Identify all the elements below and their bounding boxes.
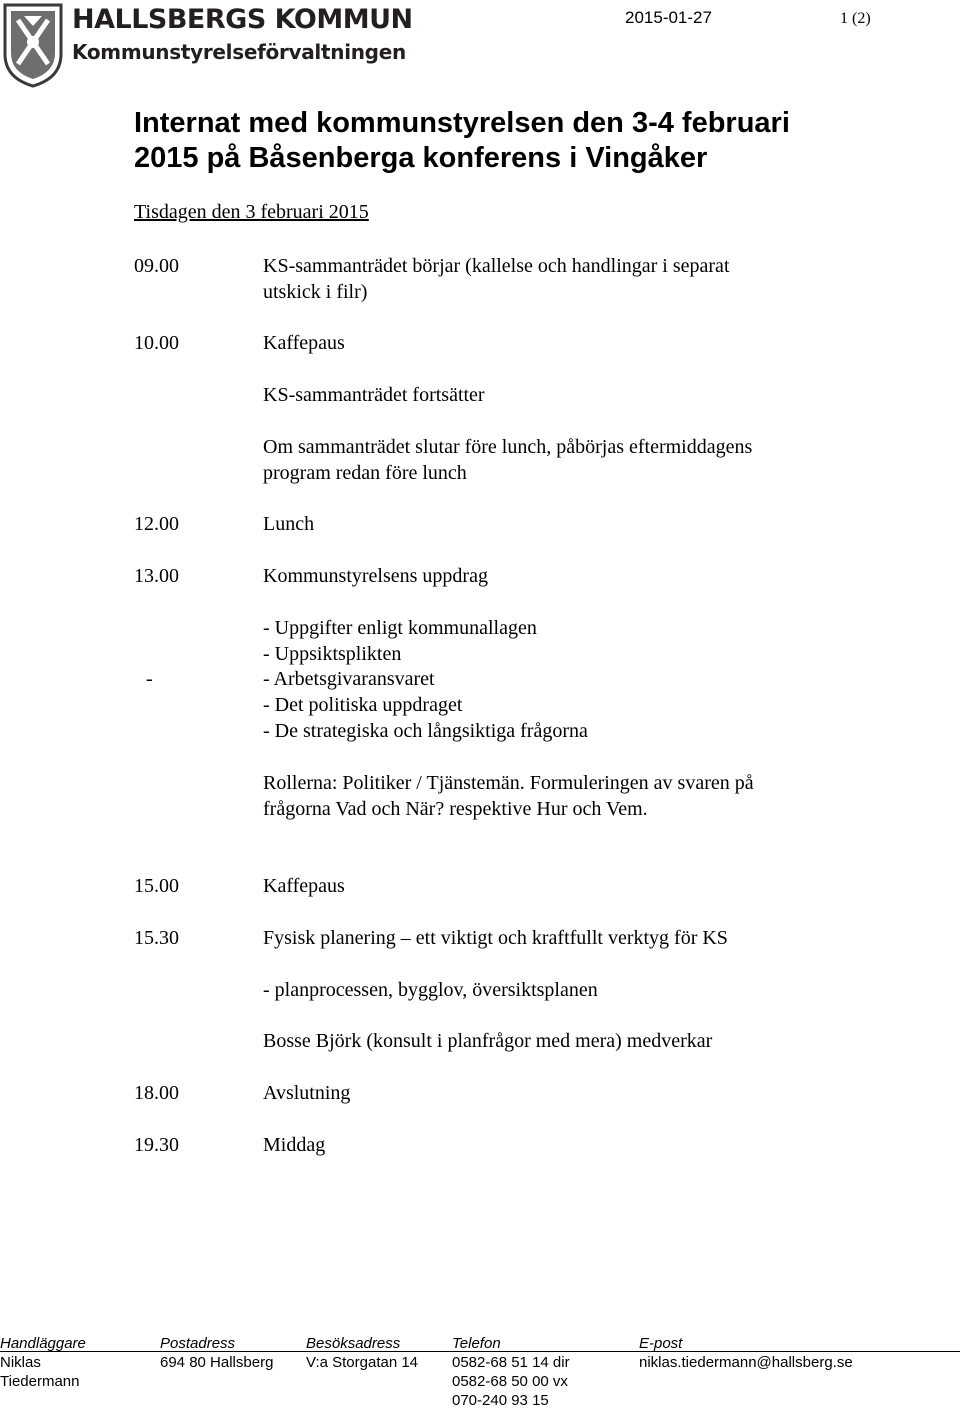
- org-name: HALLSBERGS KOMMUN: [72, 4, 413, 35]
- footer-value: Tiedermann: [0, 1373, 80, 1390]
- schedule-time: 09.00: [134, 255, 179, 277]
- footer-divider: [0, 1351, 960, 1352]
- schedule-text: Bosse Björk (konsult i planfrågor med mera) medverkar: [263, 1030, 713, 1052]
- page-number: 1 (2): [840, 10, 871, 27]
- list-item: - Det politiska uppdraget: [263, 694, 463, 716]
- schedule-time: 13.00: [134, 565, 179, 587]
- footer-header: Besöksadress: [306, 1335, 401, 1352]
- schedule-time: 15.30: [134, 927, 179, 949]
- list-item: - De strategiska och långsiktiga frågorna: [263, 720, 588, 742]
- municipality-logo: [0, 0, 413, 90]
- schedule-time: 15.00: [134, 875, 179, 897]
- footer-header: E-post: [639, 1335, 683, 1352]
- schedule-text: Om sammanträdet slutar före lunch, påbörjas eftermiddagens: [263, 436, 753, 458]
- schedule-text: Lunch: [263, 513, 315, 535]
- document-date: 2015-01-27: [625, 8, 712, 27]
- schedule-text: - planprocessen, bygglov, översiktsplanen: [263, 979, 598, 1001]
- title-line: 2015 på Båsenberga konferens i Vingåker: [134, 142, 708, 174]
- schedule-text: Avslutning: [263, 1082, 351, 1104]
- footer-email[interactable]: niklas.tiedermann@hallsberg.se: [639, 1354, 853, 1371]
- schedule-text: Fysisk planering – ett viktigt och kraftfullt verktyg för KS: [263, 927, 728, 949]
- schedule-time: 19.30: [134, 1134, 179, 1156]
- schedule-text: Kaffepaus: [263, 332, 345, 354]
- schedule-text: Middag: [263, 1134, 326, 1156]
- list-dash: -: [146, 668, 153, 690]
- schedule-text: KS-sammanträdet börjar (kallelse och handlingar i separat: [263, 255, 730, 277]
- schedule-time: 12.00: [134, 513, 179, 535]
- list-item: - Uppsiktsplikten: [263, 643, 402, 665]
- footer-header: Telefon: [452, 1335, 501, 1352]
- footer-value: V:a Storgatan 14: [306, 1354, 419, 1371]
- schedule-time: 18.00: [134, 1082, 179, 1104]
- schedule-text: Kaffepaus: [263, 875, 345, 897]
- schedule-text: Kommunstyrelsens uppdrag: [263, 565, 488, 587]
- title-line: Internat med kommunstyrelsen den 3-4 februari: [134, 107, 790, 139]
- list-item: - Arbetsgivaransvaret: [263, 668, 435, 690]
- footer-value: 070-240 93 15: [452, 1392, 549, 1409]
- footer-header: Postadress: [160, 1335, 236, 1352]
- org-department: Kommunstyrelseförvaltningen: [72, 40, 406, 64]
- document-title: [134, 106, 894, 176]
- schedule-text: program redan före lunch: [263, 462, 467, 484]
- footer-value: Niklas: [0, 1354, 41, 1371]
- schedule-text: Rollerna: Politiker / Tjänstemän. Formuleringen av svaren på: [263, 772, 754, 794]
- footer-value: 0582-68 51 14 dir: [452, 1354, 570, 1371]
- day-heading: Tisdagen den 3 februari 2015: [134, 201, 369, 223]
- coat-of-arms-icon: [2, 2, 64, 88]
- footer-value: 694 80 Hallsberg: [160, 1354, 274, 1371]
- schedule-time: 10.00: [134, 332, 179, 354]
- list-item: - Uppgifter enligt kommunallagen: [263, 617, 537, 639]
- footer-header: Handläggare: [0, 1335, 86, 1352]
- footer-value: 0582-68 50 00 vx: [452, 1373, 568, 1390]
- schedule-text: frågorna Vad och När? respektive Hur och Vem.: [263, 798, 648, 820]
- schedule-text: KS-sammanträdet fortsätter: [263, 384, 485, 406]
- schedule-text: utskick i filr): [263, 281, 368, 303]
